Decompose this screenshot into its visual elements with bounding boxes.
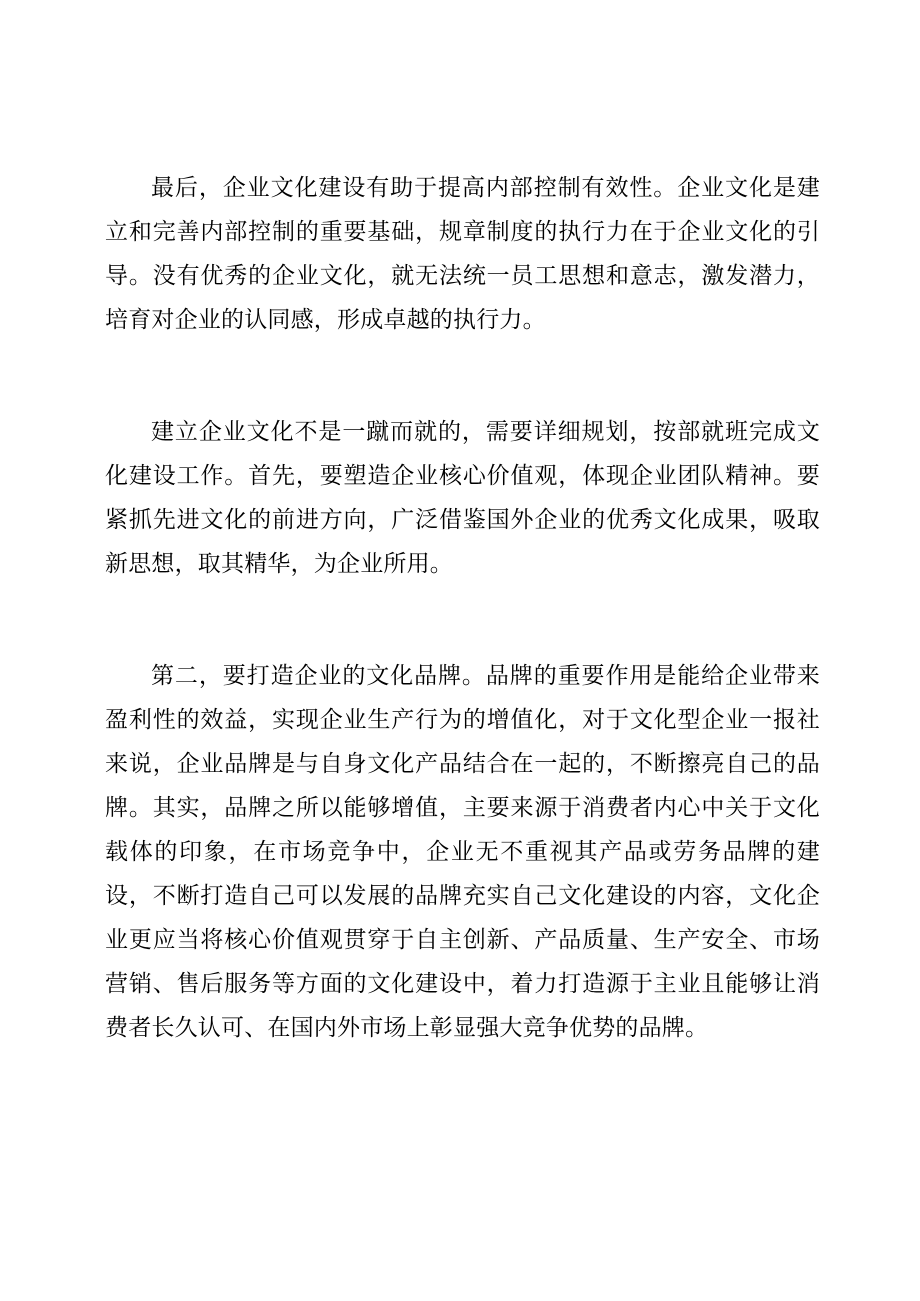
paragraph-culture-brand: 第二，要打造企业的文化品牌。品牌的重要作用是能给企业带来盈利性的效益，实现企业生产行为的增值化，对于文化型企业一报社来说，企业品牌是与自身文化产品结合在一起的，不断擦亮自己的品牌。其实，品牌之所以能够增值，主要来源于消费者内心中关于文化载体的印象，在市场竞争中，企业无不重视其产品或劳务品牌的建设，不断打造自己可以发展的品牌充实自己文化建设的内容，文化企业更应当将核心价值观贯穿于自主创新、产品质量、生产安全、市场营销、售后服务等方面的文化建设中，着力打造源于主业且能够让消费者长久认可、在国内外市场上彰显强大竞争优势的品牌。 [105,663,820,1041]
paragraph-building-culture: 建立企业文化不是一蹴而就的，需要详细规划，按部就班完成文化建设工作。首先，要塑造企业核心价值观，体现企业团队精神。要紧抓先进文化的前进方向，广泛借鉴国外企业的优秀文化成果，吸取新思想，取其精华，为企业所用。 [105,419,820,577]
paragraph-internal-control: 最后，企业文化建设有助于提高内部控制有效性。企业文化是建立和完善内部控制的重要基础，规章制度的执行力在于企业文化的引导。没有优秀的企业文化，就无法统一员工思想和意志，激发潜力，培育对企业的认同感，形成卓越的执行力。 [105,175,820,333]
document-body [105,166,820,1050]
